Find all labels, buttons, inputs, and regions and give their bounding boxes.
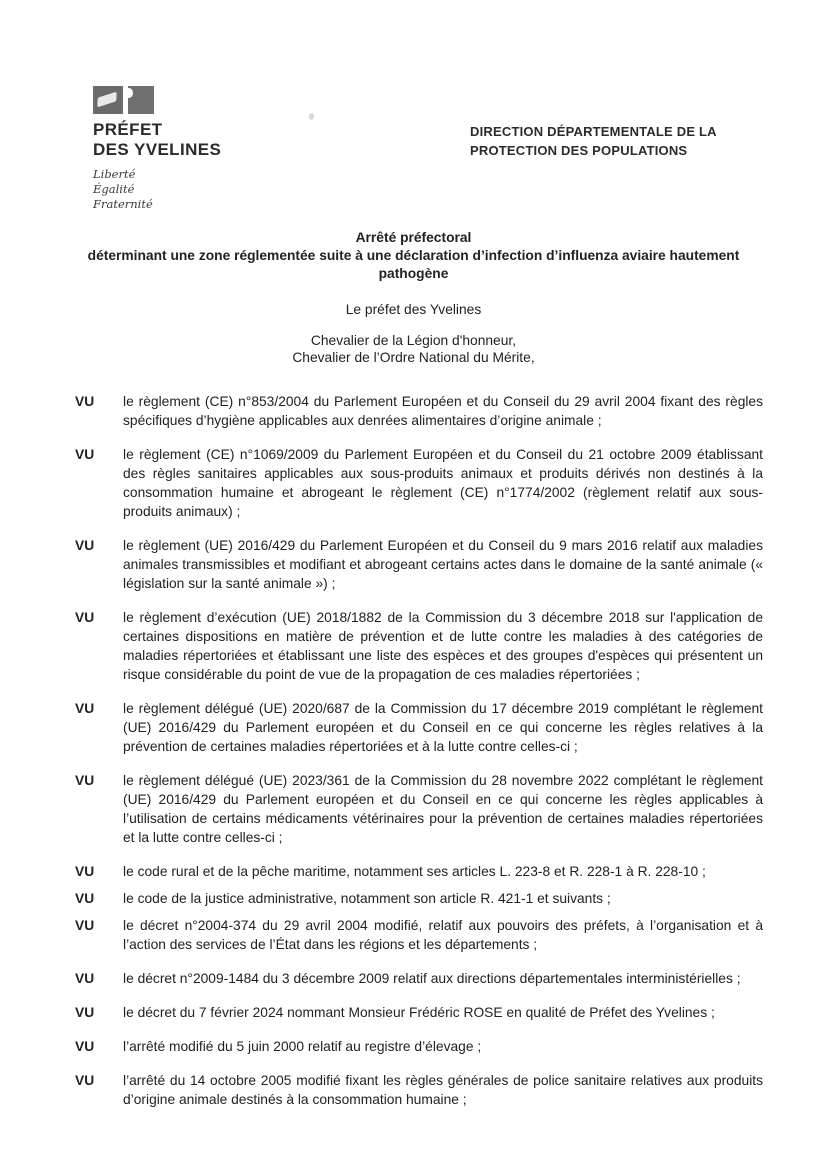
vu-label: VU — [75, 1005, 95, 1020]
vu-label: VU — [75, 891, 95, 906]
recital-row — [75, 771, 763, 847]
recital-row — [75, 699, 763, 756]
recital-text: le décret du 7 février 2024 nommant Monsieur Frédéric ROSE en qualité de Préfet des Yvelines ; — [123, 1005, 715, 1020]
recital-text: le code de la justice administrative, notamment son article R. 421-1 et suivants ; — [123, 891, 611, 906]
motto-liberte: Liberté — [93, 167, 136, 181]
vu-label: VU — [75, 394, 95, 409]
recital-text: le règlement (CE) n°1069/2009 du Parlement Européen et du Conseil du 21 octobre 2009 établissant des règles sanitaires applicables aux sous-produits animaux et produits dérivés non destinés à la consommation humaine et abrogeant le règlement (CE) n°1774/2002 (règlement relatif aux sous-produits animaux) ; — [123, 447, 763, 519]
recital-row — [75, 916, 763, 954]
direction-line2: PROTECTION DES POPULATIONS — [470, 143, 688, 158]
vu-label: VU — [75, 971, 95, 986]
vu-label: VU — [75, 538, 95, 553]
recital-row — [75, 1071, 763, 1109]
direction-line1: DIRECTION DÉPARTEMENTALE DE LA — [470, 124, 717, 139]
vu-label: VU — [75, 610, 95, 625]
recital-text: l’arrêté modifié du 5 juin 2000 relatif au registre d’élevage ; — [123, 1039, 482, 1054]
logo-right-block — [128, 86, 154, 114]
vu-label: VU — [75, 773, 95, 788]
vu-label: VU — [75, 447, 95, 462]
title-line1: Arrêté préfectoral — [355, 230, 472, 245]
vu-label: VU — [75, 701, 95, 716]
motto-egalite: Égalité — [93, 182, 135, 196]
prefect-line: Le préfet des Yvelines — [345, 302, 482, 317]
recital-row — [75, 608, 763, 684]
logo-left-block — [93, 86, 123, 114]
recitals-list — [75, 392, 763, 1124]
recital-text: le décret n°2009-1484 du 3 décembre 2009 relatif aux directions départementales interministérielles ; — [123, 971, 741, 986]
recital-text: le règlement (UE) 2016/429 du Parlement Européen et du Conseil du 9 mars 2016 relatif aux maladies animales transmissibles et modifiant et abrogeant certains actes dans le domaine de la santé animale (« législation sur la santé animale ») ; — [123, 538, 763, 591]
government-brand-block — [93, 86, 323, 212]
prefecture-name-line2: DES YVELINES — [93, 140, 222, 159]
scan-speck — [309, 113, 314, 120]
honor-line2: Chevalier de l’Ordre National du Mérite, — [292, 350, 535, 365]
republic-motto — [93, 167, 323, 212]
recital-row — [75, 1037, 763, 1056]
recital-text: le règlement (CE) n°853/2004 du Parlement Européen et du Conseil du 29 avril 2004 fixant des règles spécifiques d’hygiène applicables aux denrées alimentaires d’origine animale ; — [123, 394, 763, 428]
recital-text: le code rural et de la pêche maritime, notamment ses articles L. 223-8 et R. 228-1 à R. 228-10 ; — [123, 864, 706, 879]
recital-text: le règlement délégué (UE) 2023/361 de la Commission du 28 novembre 2022 complétant le règlement (UE) 2016/429 du Parlement européen et du Conseil en ce qui concerne les règles applicables à l’utilisation de certains médicaments vétérinaires pour la prévention de certaines maladies répertoriées et la lutte contre celles-ci ; — [123, 773, 763, 845]
document-title — [0, 229, 827, 283]
recital-text: l’arrêté du 14 octobre 2005 modifié fixant les règles générales de police sanitaire relatives aux produits d’origine animale destinés à la consommation humaine ; — [123, 1073, 763, 1107]
recital-row — [75, 969, 763, 988]
french-government-marianne-logo-icon — [93, 86, 323, 116]
recital-row — [75, 1003, 763, 1022]
recital-text: le décret n°2004-374 du 29 avril 2004 modifié, relatif aux pouvoirs des préfets, à l’organisation et à l’action des services de l’État dans les régions et les départements ; — [123, 918, 763, 952]
recital-row — [75, 445, 763, 521]
salutation-block — [0, 301, 827, 366]
recital-row — [75, 862, 763, 881]
honor-line1: Chevalier de la Légion d'honneur, — [310, 333, 517, 348]
title-line2: déterminant une zone réglementée suite à une déclaration d’infection d’influenza aviaire hautement pathogène — [87, 248, 740, 281]
prefecture-name — [93, 120, 323, 160]
recital-row — [75, 536, 763, 593]
issuing-direction — [470, 122, 762, 160]
motto-fraternite: Fraternité — [93, 197, 153, 211]
vu-label: VU — [75, 1073, 95, 1088]
vu-label: VU — [75, 918, 95, 933]
recital-row — [75, 889, 763, 908]
vu-label: VU — [75, 1039, 95, 1054]
prefecture-name-line1: PRÉFET — [93, 120, 163, 139]
recital-text: le règlement délégué (UE) 2020/687 de la Commission du 17 décembre 2019 complétant le règlement (UE) 2016/429 du Parlement européen et du Conseil en ce qui concerne les règles relatives à la prévention de certaines maladies répertoriées et à la lutte contre celles-ci ; — [123, 701, 763, 754]
recital-row — [75, 392, 763, 430]
vu-label: VU — [75, 864, 95, 879]
recital-text: le règlement d’exécution (UE) 2018/1882 de la Commission du 3 décembre 2018 sur l'application de certaines dispositions en matière de prévention et de lutte contre les maladies à des catégories de maladies répertoriées et établissant une liste des espèces et des groupes d'espèces qui présentent un risque considérable du point de vue de la propagation de ces maladies répertoriées ; — [123, 610, 763, 682]
